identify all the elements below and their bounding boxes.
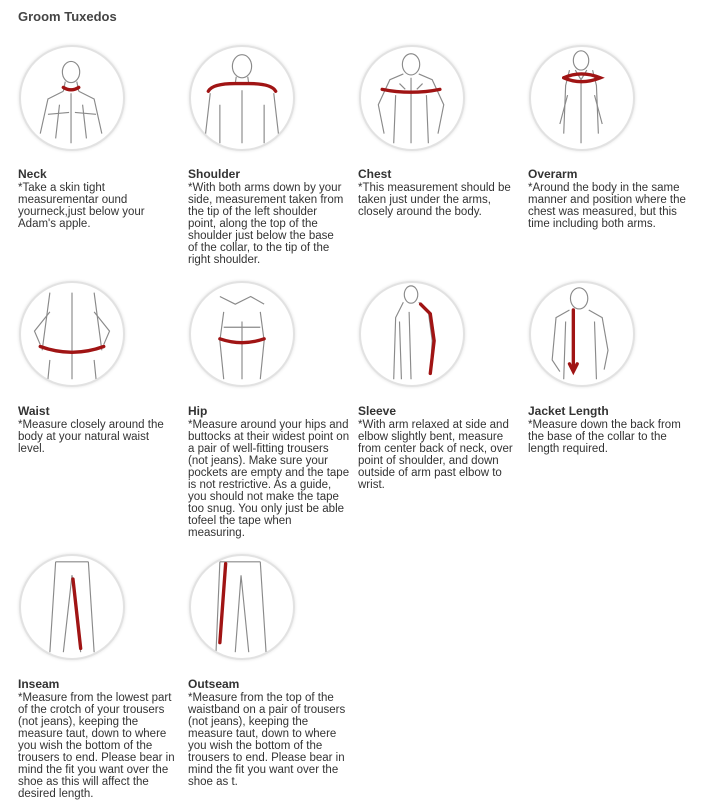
shoulder-illustration (189, 45, 295, 151)
shoulder-label: Shoulder (188, 167, 241, 181)
page-title: Groom Tuxedos (18, 9, 117, 24)
shoulder-desc: *With both arms down by your side, measurement taken from the tip of the left shoulder point, along the top of the shoulder just below the base of the collar, to the tip of the right shoulder. (188, 182, 344, 266)
overarm-label: Overarm (528, 167, 578, 181)
outseam-desc: *Measure from the top of the waistband on a pair of trousers (not jeans), keeping the measure taut, down to where you wish the bottom of the trousers to end. Please bear in mind the fit you want over the shoe as t. (188, 692, 346, 788)
hip-label: Hip (188, 404, 208, 418)
hip-illustration (189, 281, 295, 387)
sleeve-label: Sleeve (358, 404, 397, 418)
neck-label: Neck (18, 167, 47, 181)
jacket-length-desc: *Measure down the back from the base of the collar to the length required. (528, 419, 681, 455)
hip-desc: *Measure around your hips and buttocks at their widest point on a pair of well-fitting trousers (not jeans). Make sure your pockets are empty and the tape is not restrictive. As a guide, you should not make the tape too snug. You only just be able tofeel the tape when measuring. (188, 419, 350, 539)
waist-label: Waist (18, 404, 50, 418)
inseam-desc: *Measure from the lowest part of the crotch of your trousers (not jeans), keeping the measure taut, down to where you wish the bottom of the trousers to end. Please bear in mind the fit you want over the shoe as this will affect the desired length. (18, 692, 175, 800)
outseam-label: Outseam (188, 677, 240, 691)
inseam-label: Inseam (18, 677, 60, 691)
inseam-illustration (19, 554, 125, 660)
jacket-length-label: Jacket Length (528, 404, 609, 418)
overarm-illustration (529, 45, 635, 151)
waist-desc: *Measure closely around the body at your natural waist level. (18, 419, 164, 455)
chest-label: Chest (358, 167, 392, 181)
chest-desc: *This measurement should be taken just under the arms, closely around the body. (358, 182, 511, 218)
chest-illustration (359, 45, 465, 151)
neck-illustration (19, 45, 125, 151)
outseam-illustration (189, 554, 295, 660)
sleeve-desc: *With arm relaxed at side and elbow slightly bent, measure from center back of neck, over point of shoulder, and down outside of arm past elbow to wrist. (358, 419, 513, 491)
neck-desc: *Take a skin tight measurementar ound yourneck,just below your Adam's apple. (18, 182, 145, 230)
waist-illustration (19, 281, 125, 387)
sleeve-illustration (359, 281, 465, 387)
overarm-desc: *Around the body in the same manner and position where the chest was measured, but this time including both arms. (528, 182, 686, 230)
jacket-length-illustration (529, 281, 635, 387)
